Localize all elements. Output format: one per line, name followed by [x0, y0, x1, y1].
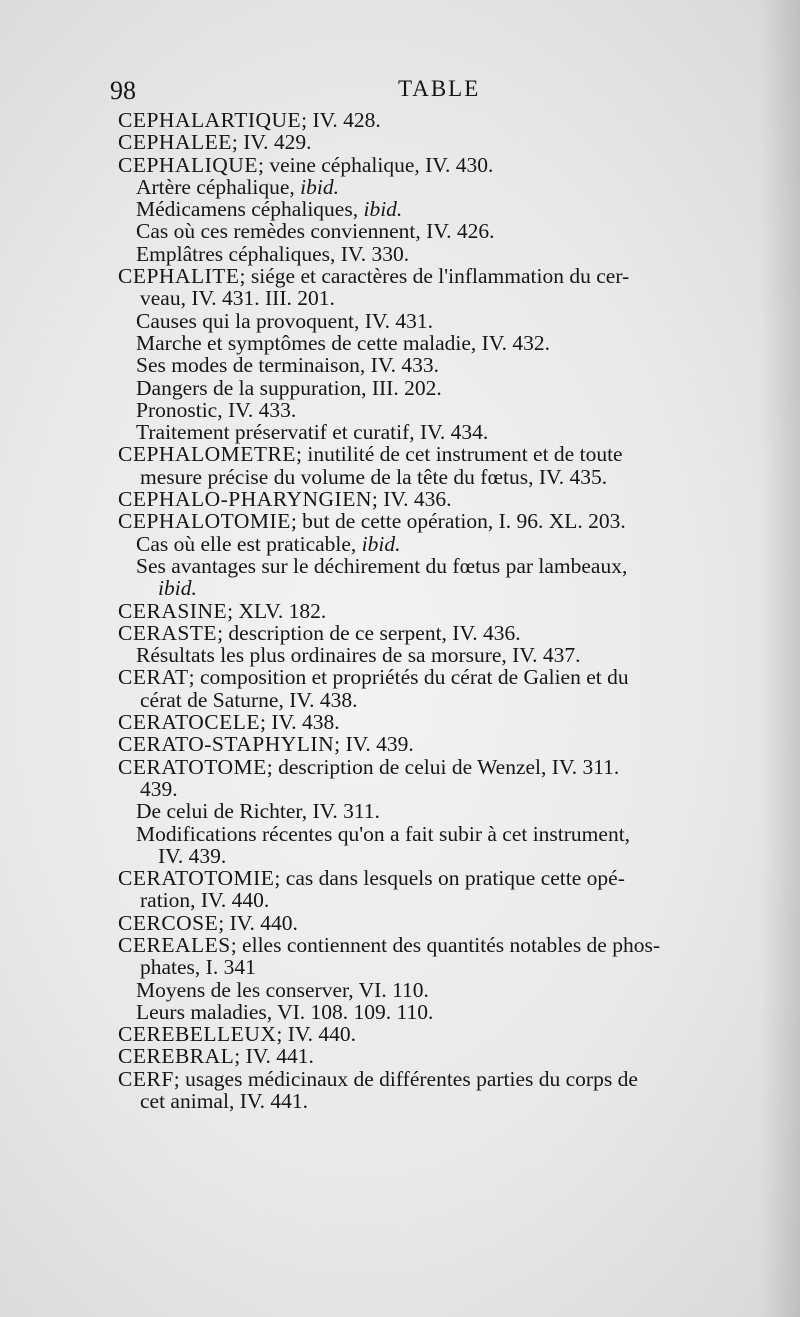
entry-continuation: ration, IV. 440. — [140, 888, 270, 913]
entry-text: Traitement préservatif et curatif, IV. 434. — [136, 420, 489, 445]
entry-continuation: cet animal, IV. 441. — [140, 1089, 308, 1114]
index-entry — [104, 109, 764, 131]
entry-text: ; veine céphalique, IV. 430. — [257, 152, 494, 177]
index-subentry — [104, 332, 764, 354]
entry-text: Pronostic, IV. 433. — [136, 397, 297, 422]
entry-headword: CERASTE — [118, 620, 218, 645]
entry-headword: CERF — [118, 1066, 174, 1091]
entry-text: ; usages médicinaux de différentes parties du corps de — [173, 1066, 638, 1091]
entry-text: ; composition et propriétés du cérat de Galien et du — [188, 665, 629, 690]
entry-headword: CERCOSE — [118, 910, 219, 935]
entry-continuation-ibid: ibid. — [158, 576, 197, 601]
entry-text: ; siége et caractères de l'inflammation du cer- — [239, 264, 630, 289]
entry-text: ; description de celui de Wenzel, IV. 311. — [266, 754, 620, 779]
index-entry — [104, 622, 764, 644]
index-subentry — [104, 220, 764, 242]
index-entry — [104, 666, 764, 711]
entry-headword: CERAT — [118, 665, 189, 690]
index-entries — [104, 109, 764, 1112]
index-entry — [104, 131, 764, 153]
entry-headword: CEREALES — [118, 932, 231, 957]
index-subentry — [104, 176, 764, 198]
entry-continuation: mesure précise du volume de la tête du fœtus, IV. 435. — [140, 464, 608, 489]
entry-headword: CEPHALOTOMIE — [118, 509, 291, 534]
entry-text: ; XLV. 182. — [227, 598, 327, 623]
entry-text: ; IV. 436. — [371, 487, 452, 512]
page-header — [110, 76, 750, 110]
entry-text: ; IV. 428. — [301, 108, 381, 132]
entry-headword: CEPHALIQUE — [118, 152, 258, 177]
index-subentry — [104, 823, 764, 868]
entry-headword: CERATOTOMIE — [118, 866, 275, 891]
entry-headword: CEPHALO-PHARYNGIEN — [118, 487, 372, 512]
entry-headword: CEREBELLEUX — [118, 1022, 277, 1047]
entry-text: Artère céphalique, — [136, 174, 301, 199]
index-entry — [104, 510, 764, 532]
index-entry — [104, 912, 764, 934]
index-subentry — [104, 354, 764, 376]
entry-text: Ses modes de terminaison, IV. 433. — [136, 353, 439, 378]
entry-headword: CERATO-STAPHYLIN — [118, 732, 335, 757]
index-entry — [104, 934, 764, 979]
index-entry — [104, 756, 764, 801]
entry-headword: CERASINE — [118, 598, 228, 623]
index-entry — [104, 1068, 764, 1113]
entry-text: Médicamens céphaliques, — [136, 197, 364, 222]
entry-text: Moyens de les conserver, VI. 110. — [136, 977, 429, 1002]
index-subentry — [104, 979, 764, 1001]
entry-continuation: cérat de Saturne, IV. 438. — [140, 687, 358, 712]
entry-text: ; but de cette opération, I. 96. XL. 203. — [290, 509, 626, 534]
index-subentry — [104, 644, 764, 666]
entry-continuation: phates, I. 341 — [140, 955, 256, 980]
entry-text: ; elles contiennent des quantités notables de phos- — [230, 932, 660, 957]
index-entry — [104, 600, 764, 622]
page-edge-shadow — [760, 0, 800, 1317]
index-entry — [104, 488, 764, 510]
running-title: TABLE — [398, 76, 481, 101]
index-subentry — [104, 243, 764, 265]
index-subentry — [104, 800, 764, 822]
entry-text: Emplâtres céphaliques, IV. 330. — [136, 241, 410, 266]
entry-text: ; IV. 440. — [276, 1022, 357, 1047]
entry-headword: CERATOTOME — [118, 754, 267, 779]
index-entry — [104, 711, 764, 733]
index-subentry — [104, 1001, 764, 1023]
index-entry — [104, 265, 764, 310]
index-subentry — [104, 198, 764, 220]
entry-text: ; IV. 439. — [334, 732, 414, 757]
entry-continuation: IV. 439. — [158, 843, 227, 868]
entry-text: Résultats les plus ordinaires de sa morsure, IV. 437. — [136, 643, 581, 668]
entry-text: Leurs maladies, VI. 108. 109. 110. — [136, 999, 434, 1024]
entry-text: Cas où elle est praticable, — [136, 531, 362, 556]
entry-headword: CEREBRAL — [118, 1044, 235, 1069]
entry-headword: CERATOCELE — [118, 710, 260, 735]
page-number: 98 — [110, 76, 136, 105]
entry-text: ; cas dans lesquels on pratique cette opé- — [274, 866, 625, 891]
index-subentry — [104, 533, 764, 555]
entry-text: Dangers de la suppuration, III. 202. — [136, 375, 442, 400]
entry-text: ; IV. 429. — [231, 130, 312, 155]
entry-ibid: ibid. — [300, 174, 339, 199]
entry-text: Cas où ces remèdes conviennent, IV. 426. — [136, 219, 495, 244]
entry-headword: CEPHALOMETRE — [118, 442, 296, 467]
index-subentry — [104, 377, 764, 399]
index-entry — [104, 1045, 764, 1067]
index-entry — [104, 443, 764, 488]
entry-text: ; IV. 441. — [234, 1044, 314, 1069]
entry-text: ; IV. 438. — [259, 710, 340, 735]
entry-text: ; inutilité de cet instrument et de toute — [296, 442, 623, 467]
entry-text: ; IV. 440. — [218, 910, 298, 935]
index-entry — [104, 867, 764, 912]
index-entry — [104, 733, 764, 755]
entry-headword: CEPHALARTIQUE — [118, 108, 302, 132]
entry-text: Modifications récentes qu'on a fait subir à cet instrument, — [136, 821, 631, 846]
entry-text: Ses avantages sur le déchirement du fœtus par lambeaux, — [136, 553, 628, 578]
index-subentry — [104, 421, 764, 443]
entry-ibid: ibid. — [363, 197, 403, 222]
index-entry — [104, 1023, 764, 1045]
entry-text: ; description de ce serpent, IV. 436. — [217, 620, 521, 645]
entry-text: Causes qui la provoquent, IV. 431. — [136, 308, 433, 333]
entry-continuation: veau, IV. 431. III. 201. — [140, 286, 335, 311]
index-subentry — [104, 399, 764, 421]
entry-continuation: 439. — [140, 776, 178, 801]
entry-headword: CEPHALEE — [118, 130, 232, 155]
entry-ibid: ibid. — [361, 531, 401, 556]
entry-text: De celui de Richter, IV. 311. — [136, 799, 380, 824]
entry-headword: CEPHALITE — [118, 264, 240, 289]
index-subentry — [104, 310, 764, 332]
index-entry — [104, 154, 764, 176]
index-subentry — [104, 555, 764, 600]
entry-text: Marche et symptômes de cette maladie, IV. 432. — [136, 330, 550, 355]
